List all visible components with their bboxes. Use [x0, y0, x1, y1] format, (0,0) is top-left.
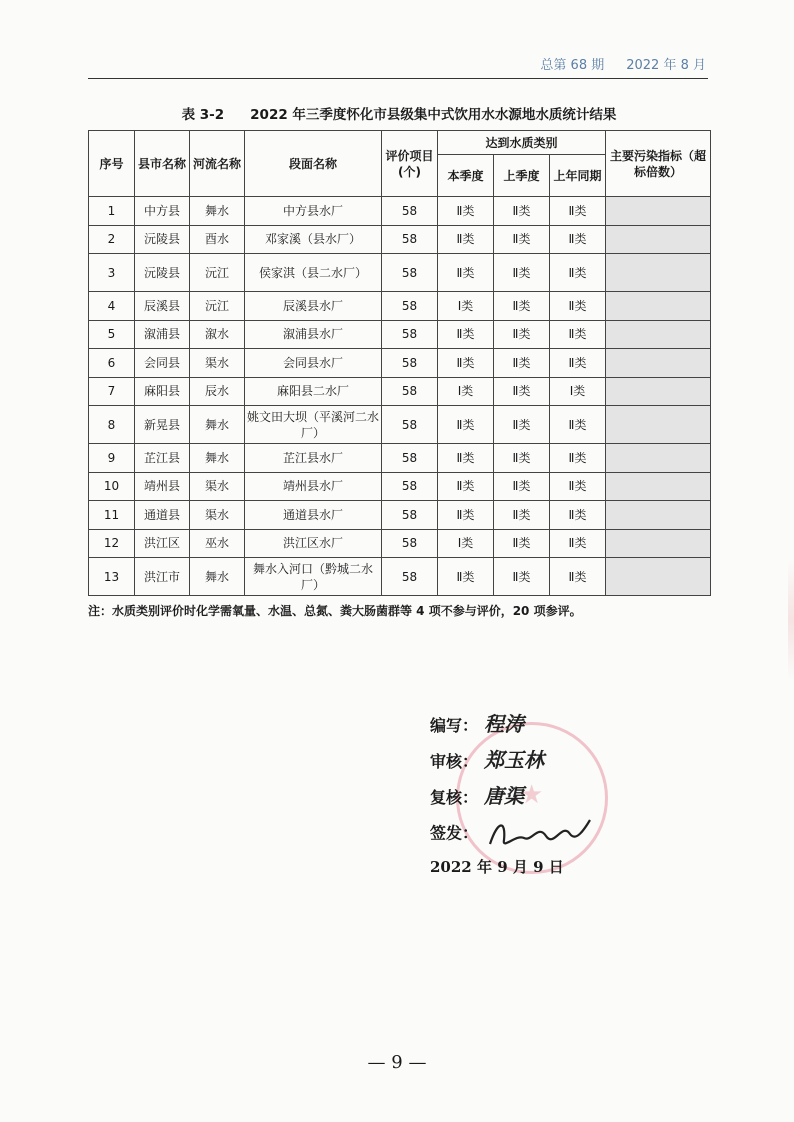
row-county: 洪江市	[135, 558, 190, 596]
table-row	[89, 225, 711, 254]
table-row	[89, 501, 711, 530]
table-number: 表 3-2	[181, 107, 225, 123]
row-last-quarter: Ⅱ类	[494, 472, 550, 501]
row-items: 58	[382, 349, 438, 378]
row-last-quarter: Ⅱ类	[494, 558, 550, 596]
row-county: 洪江区	[135, 529, 190, 558]
row-last-year: Ⅱ类	[550, 349, 606, 378]
row-section: 辰溪县水厂	[245, 292, 382, 321]
row-this-quarter: Ⅱ类	[438, 406, 494, 444]
table-title: 2022 年三季度怀化市县级集中式饮用水水源地水质统计结果	[250, 107, 617, 123]
row-county: 沅陵县	[135, 254, 190, 292]
row-river: 酉水	[190, 225, 245, 254]
table-row	[89, 320, 711, 349]
header-this-quarter: 本季度	[438, 155, 494, 197]
row-river: 沅江	[190, 292, 245, 321]
row-this-quarter: Ⅱ类	[438, 225, 494, 254]
row-items: 58	[382, 320, 438, 349]
row-this-quarter: Ⅰ类	[438, 377, 494, 406]
row-items: 58	[382, 501, 438, 530]
row-items: 58	[382, 558, 438, 596]
row-section: 洪江区水厂	[245, 529, 382, 558]
table-row	[89, 558, 711, 596]
row-items: 58	[382, 225, 438, 254]
row-last-quarter: Ⅱ类	[494, 349, 550, 378]
row-no: 5	[89, 320, 135, 349]
row-last-quarter: Ⅱ类	[494, 444, 550, 473]
row-section: 靖州县水厂	[245, 472, 382, 501]
row-pollutant	[606, 349, 711, 378]
header-rule	[88, 78, 708, 79]
writer-signature: 程涛	[484, 712, 525, 736]
row-last-year: Ⅱ类	[550, 501, 606, 530]
row-no: 3	[89, 254, 135, 292]
row-pollutant	[606, 444, 711, 473]
row-last-quarter: Ⅱ类	[494, 225, 550, 254]
row-this-quarter: Ⅱ类	[438, 444, 494, 473]
row-county: 会同县	[135, 349, 190, 378]
signoff-block	[430, 706, 594, 884]
row-river: 渠水	[190, 349, 245, 378]
row-no: 8	[89, 406, 135, 444]
row-this-quarter: Ⅱ类	[438, 197, 494, 226]
row-river: 舞水	[190, 558, 245, 596]
issuer-row	[430, 814, 594, 850]
row-county: 新晃县	[135, 406, 190, 444]
table-row	[89, 529, 711, 558]
row-section: 中方县水厂	[245, 197, 382, 226]
table-row	[89, 406, 711, 444]
row-items: 58	[382, 197, 438, 226]
row-county: 溆浦县	[135, 320, 190, 349]
row-section: 通道县水厂	[245, 501, 382, 530]
row-section: 溆浦县水厂	[245, 320, 382, 349]
row-last-year: Ⅱ类	[550, 444, 606, 473]
row-this-quarter: Ⅱ类	[438, 472, 494, 501]
row-river: 辰水	[190, 377, 245, 406]
header-last-quarter: 上季度	[494, 155, 550, 197]
row-county: 沅陵县	[135, 225, 190, 254]
table-note: 注：水质类别评价时化学需氧量、水温、总氮、粪大肠菌群等 4 项不参与评价，20 项参评。	[88, 604, 582, 618]
row-items: 58	[382, 406, 438, 444]
row-county: 芷江县	[135, 444, 190, 473]
row-river: 舞水	[190, 406, 245, 444]
row-section: 芷江县水厂	[245, 444, 382, 473]
row-last-year: Ⅱ类	[550, 472, 606, 501]
signoff-date: 2022 年 9 月 9 日	[430, 858, 564, 876]
table-body	[89, 197, 711, 596]
table-row	[89, 292, 711, 321]
row-items: 58	[382, 529, 438, 558]
row-section: 侯家淇（县二水厂）	[245, 254, 382, 292]
row-last-year: Ⅱ类	[550, 225, 606, 254]
row-pollutant	[606, 320, 711, 349]
row-this-quarter: Ⅱ类	[438, 254, 494, 292]
row-last-year: Ⅱ类	[550, 292, 606, 321]
row-items: 58	[382, 292, 438, 321]
row-pollutant	[606, 529, 711, 558]
writer-label: 编写：	[430, 716, 479, 735]
row-no: 11	[89, 501, 135, 530]
row-last-year: Ⅱ类	[550, 406, 606, 444]
seal-star-icon: ★	[520, 780, 544, 810]
recheck-label: 复核：	[430, 788, 479, 807]
row-river: 舞水	[190, 444, 245, 473]
row-no: 6	[89, 349, 135, 378]
row-no: 4	[89, 292, 135, 321]
row-this-quarter: Ⅱ类	[438, 558, 494, 596]
header-class-group: 达到水质类别	[438, 131, 606, 155]
row-pollutant	[606, 197, 711, 226]
row-this-quarter: Ⅰ类	[438, 529, 494, 558]
row-this-quarter: Ⅱ类	[438, 320, 494, 349]
reviewer-row	[430, 742, 594, 778]
row-river: 巫水	[190, 529, 245, 558]
water-quality-table	[88, 130, 711, 596]
issue-number: 总第 68 期	[540, 58, 605, 73]
row-items: 58	[382, 444, 438, 473]
writer-row	[430, 706, 594, 742]
row-last-year: Ⅰ类	[550, 377, 606, 406]
row-county: 辰溪县	[135, 292, 190, 321]
recheck-row	[430, 778, 594, 814]
row-no: 12	[89, 529, 135, 558]
header-river: 河流名称	[190, 131, 245, 197]
row-last-quarter: Ⅱ类	[494, 320, 550, 349]
row-no: 2	[89, 225, 135, 254]
row-section: 麻阳县二水厂	[245, 377, 382, 406]
row-this-quarter: Ⅱ类	[438, 349, 494, 378]
issue-date: 2022 年 8 月	[626, 58, 706, 73]
row-pollutant	[606, 406, 711, 444]
row-this-quarter: Ⅰ类	[438, 292, 494, 321]
row-last-year: Ⅱ类	[550, 254, 606, 292]
row-section: 邓家溪（县水厂）	[245, 225, 382, 254]
row-pollutant	[606, 558, 711, 596]
row-river: 溆水	[190, 320, 245, 349]
row-section: 舞水入河口（黔城二水厂）	[245, 558, 382, 596]
row-pollutant	[606, 254, 711, 292]
row-last-quarter: Ⅱ类	[494, 501, 550, 530]
issuer-label: 签发：	[430, 823, 479, 843]
table-row	[89, 472, 711, 501]
recheck-signature: 唐渠	[484, 784, 525, 808]
row-no: 9	[89, 444, 135, 473]
row-last-quarter: Ⅱ类	[494, 529, 550, 558]
row-pollutant	[606, 472, 711, 501]
row-last-quarter: Ⅱ类	[494, 254, 550, 292]
row-pollutant	[606, 225, 711, 254]
table-row	[89, 444, 711, 473]
row-last-quarter: Ⅱ类	[494, 377, 550, 406]
row-pollutant	[606, 501, 711, 530]
header-section: 段面名称	[245, 131, 382, 197]
row-items: 58	[382, 254, 438, 292]
row-last-year: Ⅱ类	[550, 197, 606, 226]
row-river: 沅江	[190, 254, 245, 292]
row-pollutant	[606, 377, 711, 406]
row-last-quarter: Ⅱ类	[494, 197, 550, 226]
running-header	[96, 54, 706, 73]
row-river: 舞水	[190, 197, 245, 226]
row-last-year: Ⅱ类	[550, 529, 606, 558]
row-no: 7	[89, 377, 135, 406]
row-no: 13	[89, 558, 135, 596]
header-no: 序号	[89, 131, 135, 197]
row-last-quarter: Ⅱ类	[494, 406, 550, 444]
issuer-signature-icon	[484, 814, 594, 854]
row-no: 1	[89, 197, 135, 226]
table-row	[89, 377, 711, 406]
header-items: 评价项目(个)	[382, 131, 438, 197]
row-river: 渠水	[190, 501, 245, 530]
row-county: 通道县	[135, 501, 190, 530]
header-county: 县市名称	[135, 131, 190, 197]
row-last-year: Ⅱ类	[550, 558, 606, 596]
page-number: — 9 —	[367, 1052, 427, 1073]
header-last-year: 上年同期	[550, 155, 606, 197]
row-pollutant	[606, 292, 711, 321]
reviewer-label: 审核：	[430, 752, 479, 771]
table-caption	[86, 103, 712, 123]
row-county: 中方县	[135, 197, 190, 226]
row-river: 渠水	[190, 472, 245, 501]
header-pollutant: 主要污染指标（超标倍数）	[606, 131, 711, 197]
row-items: 58	[382, 472, 438, 501]
reviewer-signature: 郑玉林	[484, 748, 545, 772]
row-items: 58	[382, 377, 438, 406]
row-county: 麻阳县	[135, 377, 190, 406]
row-last-year: Ⅱ类	[550, 320, 606, 349]
row-last-quarter: Ⅱ类	[494, 292, 550, 321]
table-row	[89, 254, 711, 292]
row-no: 10	[89, 472, 135, 501]
row-this-quarter: Ⅱ类	[438, 501, 494, 530]
table-row	[89, 197, 711, 226]
edge-seal-trace	[788, 560, 794, 680]
row-section: 会同县水厂	[245, 349, 382, 378]
table-row	[89, 349, 711, 378]
row-county: 靖州县	[135, 472, 190, 501]
row-section: 姚文田大坝（平溪河二水厂）	[245, 406, 382, 444]
